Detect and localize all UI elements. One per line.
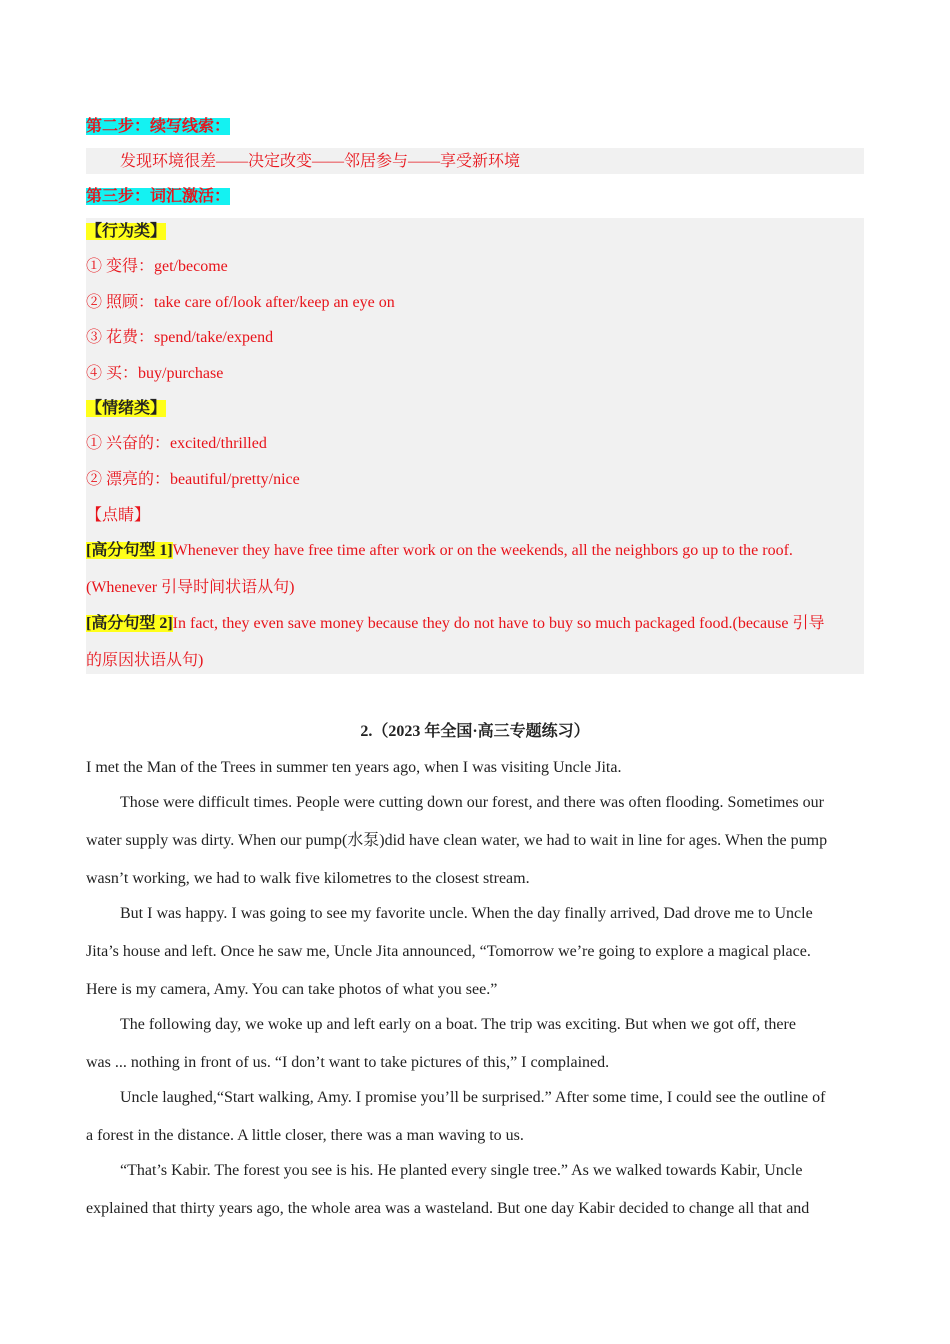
behavior-item: ③ 花费：spend/take/expend xyxy=(86,329,274,346)
passage-line: explained that thirty years ago, the whole area was a wasteland. But one day Kabir decided to change all that and xyxy=(86,1200,810,1217)
sentence2-text: In fact, they even save money because they do not have to buy so much packaged food.(because 引导 xyxy=(172,615,825,632)
emotion-tag-text: 【情绪类】 xyxy=(86,400,167,417)
sentence1-text: Whenever they have free time after work or on the weekends, all the neighbors go up to the roof. xyxy=(172,542,793,559)
passage-line: “That’s Kabir. The forest you see is his. He planted every single tree.” As we walked towards Kabir, Uncle xyxy=(120,1162,803,1179)
step3-heading xyxy=(86,186,230,208)
passage-line: was ... nothing in front of us. “I don’t want to take pictures of this,” I complained. xyxy=(86,1054,610,1071)
passage-line: Uncle laughed,“Start walking, Amy. I promise you’ll be surprised.” After some time, I could see the outline of xyxy=(120,1089,826,1106)
passage-line: The following day, we woke up and left early on a boat. The trip was exciting. But when we got off, there xyxy=(120,1016,796,1033)
emotion-tag xyxy=(86,398,166,420)
behavior-item: ① 变得：get/become xyxy=(86,258,228,275)
sentence2-tag: [高分句型 2] xyxy=(86,615,173,632)
behavior-tag xyxy=(86,221,166,243)
passage-line: But I was happy. I was going to see my favorite uncle. When the day finally arrived, Dad drove me to Uncle xyxy=(120,905,813,922)
sentence2 xyxy=(86,613,824,635)
behavior-item: ④ 买：buy/purchase xyxy=(86,365,224,382)
sentence2-note: 的原因状语从句) xyxy=(86,652,204,669)
sentence1-tag: [高分句型 1] xyxy=(86,542,173,559)
step2-heading xyxy=(86,116,230,138)
emotion-item: ② 漂亮的：beautiful/pretty/nice xyxy=(86,471,300,488)
passage-line: wasn’t working, we had to walk five kilometres to the closest stream. xyxy=(86,870,530,887)
highlight-tag: 【点睛】 xyxy=(86,507,151,524)
sentence1 xyxy=(86,540,793,562)
sentence1-note: (Whenever 引导时间状语从句) xyxy=(86,579,295,596)
step3-heading-text: 第三步：词汇激活： xyxy=(86,188,231,205)
passage-line: Here is my camera, Amy. You can take photos of what you see.” xyxy=(86,981,498,998)
passage-line: Those were difficult times. People were cutting down our forest, and there was often flooding. Sometimes our xyxy=(120,794,824,811)
passage-line: Jita’s house and left. Once he saw me, Uncle Jita announced, “Tomorrow we’re going to explore a magical place. xyxy=(86,943,811,960)
step2-clue: 发现环境很差——决定改变——邻居参与——享受新环境 xyxy=(120,153,521,170)
behavior-item: ② 照顾：take care of/look after/keep an eye on xyxy=(86,294,395,311)
passage-line: water supply was dirty. When our pump(水泵)did have clean water, we had to wait in line for ages. When the pump xyxy=(86,832,828,849)
passage-line: a forest in the distance. A little closer, there was a man waving to us. xyxy=(86,1127,524,1144)
emotion-item: ① 兴奋的：excited/thrilled xyxy=(86,435,267,452)
question-title: 2.（2023 年全国·高三专题练习） xyxy=(360,723,590,740)
behavior-tag-text: 【行为类】 xyxy=(86,223,167,240)
passage-line: I met the Man of the Trees in summer ten years ago, when I was visiting Uncle Jita. xyxy=(86,759,622,776)
step2-heading-text: 第二步：续写线索： xyxy=(86,118,231,135)
